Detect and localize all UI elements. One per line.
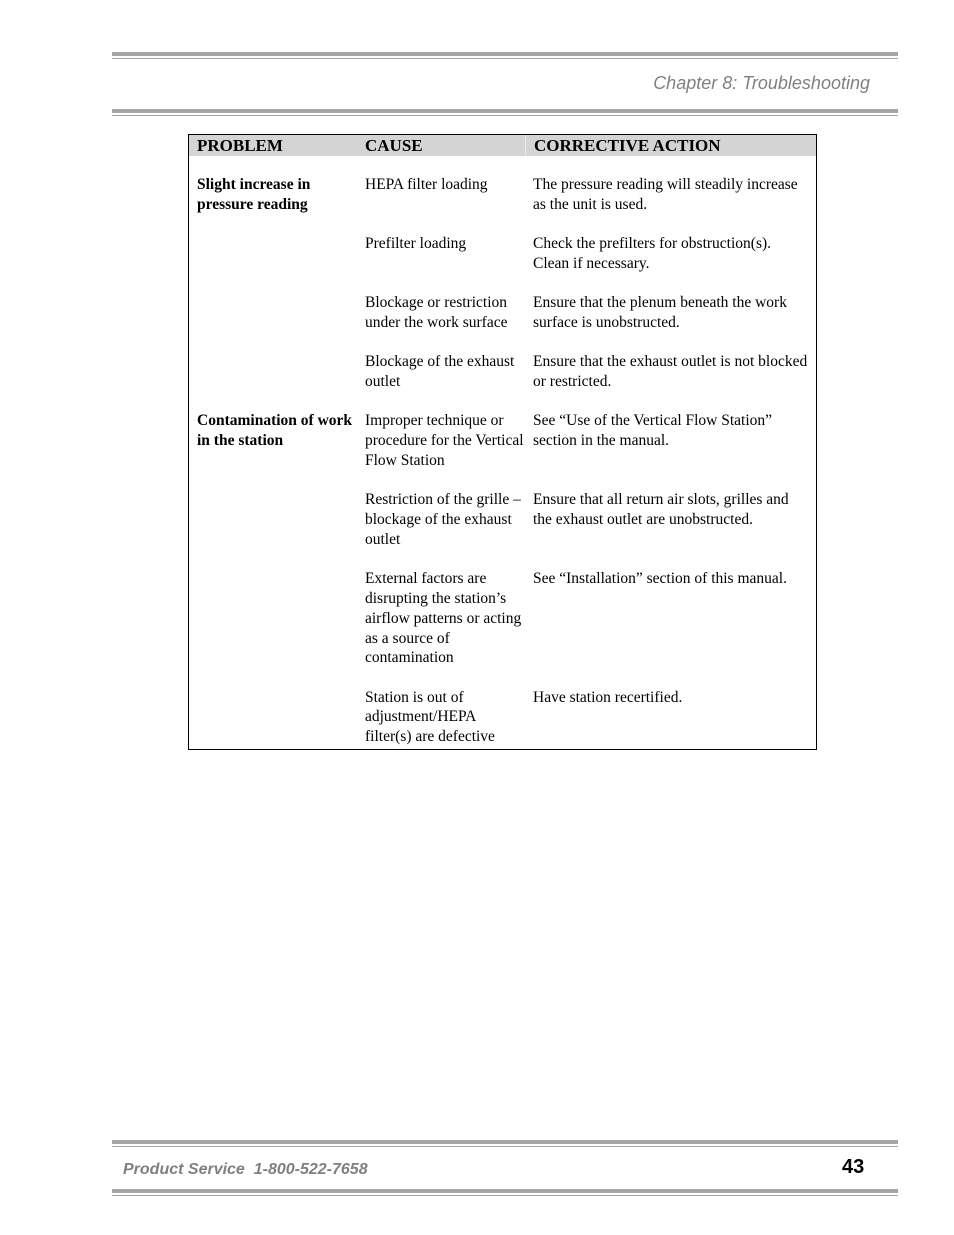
table-row — [189, 569, 816, 668]
cause-cell: Improper technique or procedure for the Vertical Flow Station — [365, 412, 524, 469]
cause-cell: Restriction of the grille – blockage of the exhaust outlet — [365, 491, 521, 548]
header-rule-top — [112, 52, 898, 59]
problem-cell: Slight increase in pressure reading — [197, 176, 311, 213]
table-row — [189, 234, 816, 274]
cause-cell: Station is out of adjustment/HEPA filter(s) are defective — [365, 688, 495, 746]
product-service-phone: Product Service 1-800-522-7658 — [123, 1161, 368, 1178]
table-header-row — [189, 135, 816, 156]
problem-cell — [189, 234, 357, 274]
chapter-title: Chapter 8: Troubleshooting — [653, 73, 870, 93]
cause-cell: External factors are disrupting the station’s airflow patterns or acting as a source of contamination — [365, 570, 522, 667]
action-cell: Ensure that the plenum beneath the work surface is unobstructed. — [533, 294, 787, 331]
action-cell: Ensure that the exhaust outlet is not blocked or restricted. — [533, 353, 808, 391]
table-row — [189, 688, 816, 747]
problem-cell — [189, 569, 357, 668]
problem-cell: Contamination of work in the station — [197, 412, 353, 450]
problem-cell — [189, 490, 357, 549]
cause-cell: Blockage of the exhaust outlet — [365, 353, 515, 391]
action-cell: Check the prefilters for obstruction(s). Clean if necessary. — [533, 235, 772, 272]
action-cell: See “Installation” section of this manual. — [533, 570, 787, 588]
header-rule-bottom — [112, 109, 898, 116]
header-problem: PROBLEM — [197, 136, 283, 155]
table-row — [189, 411, 816, 470]
action-cell: Have station recertified. — [533, 688, 683, 706]
cause-cell: HEPA filter loading — [365, 176, 488, 193]
footer-rule-bottom — [112, 1189, 898, 1196]
table-row — [189, 490, 816, 549]
table-row — [189, 175, 816, 215]
header-cause: CAUSE — [365, 136, 423, 155]
problem-cell — [189, 688, 357, 747]
footer-rule-top — [112, 1140, 898, 1147]
action-cell: See “Use of the Vertical Flow Station” section in the manual. — [533, 412, 773, 450]
problem-cell — [189, 352, 357, 392]
cause-cell: Blockage or restriction under the work surface — [365, 294, 508, 331]
header-corrective-action: CORRECTIVE ACTION — [525, 135, 816, 156]
action-cell: The pressure reading will steadily increase as the unit is used. — [533, 176, 798, 213]
action-cell: Ensure that all return air slots, grilles and the exhaust outlet are unobstructed. — [533, 491, 789, 529]
troubleshooting-table — [188, 134, 817, 750]
table-row — [189, 352, 816, 392]
problem-cell — [189, 293, 357, 333]
cause-cell: Prefilter loading — [365, 235, 467, 253]
page-number: 43 — [842, 1156, 865, 1178]
table-row — [189, 293, 816, 333]
